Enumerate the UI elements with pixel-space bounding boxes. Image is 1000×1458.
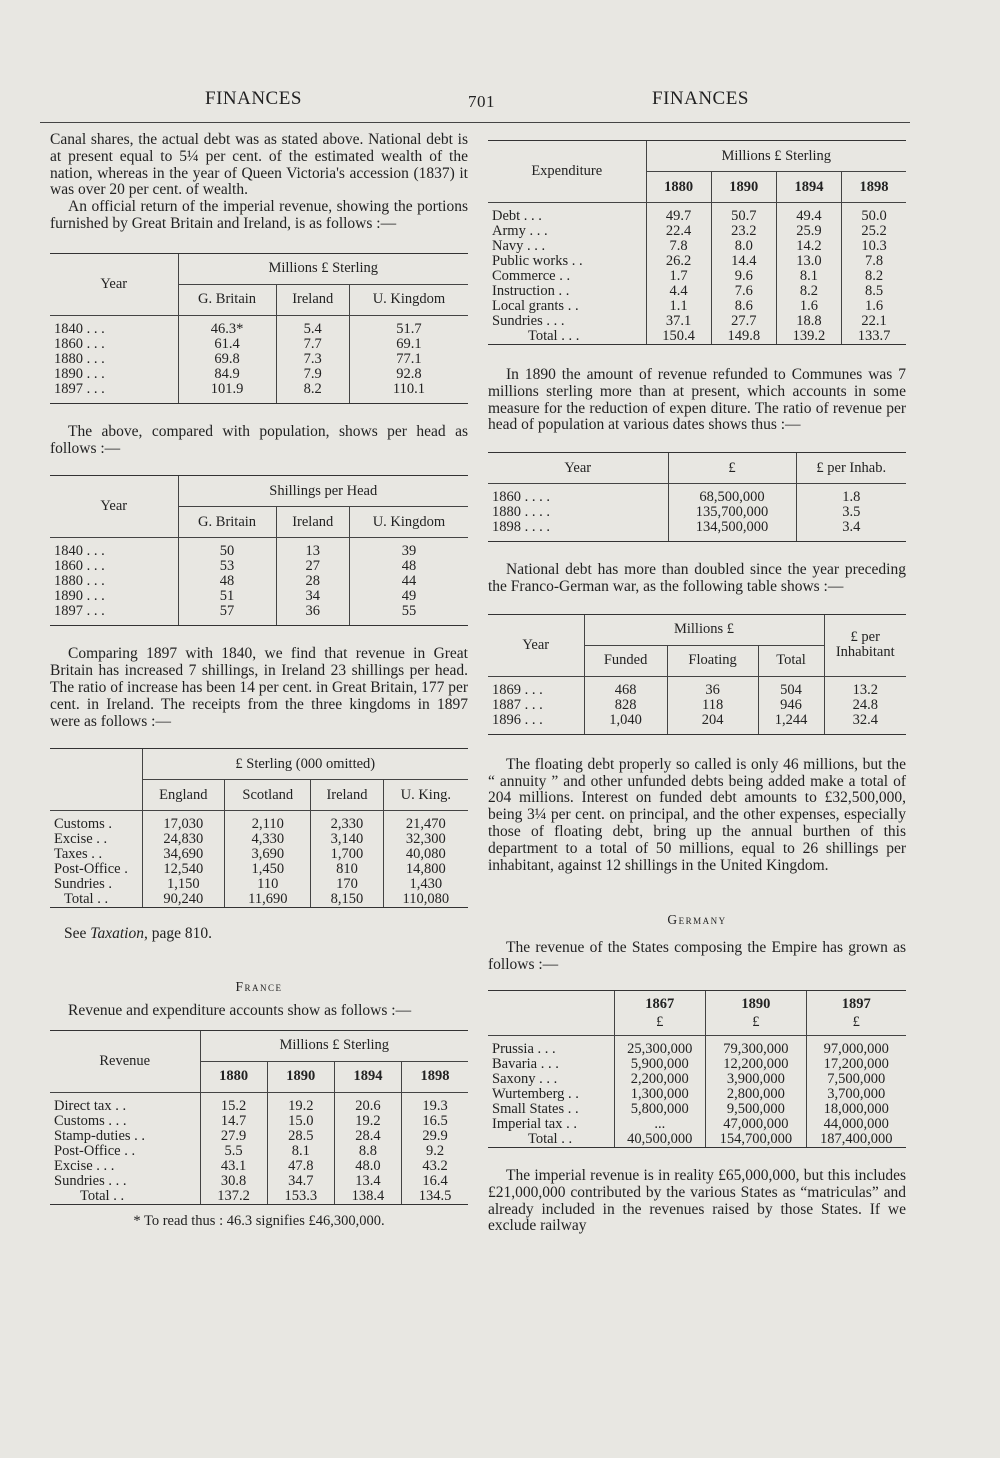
col-header: 1894 <box>334 1061 401 1092</box>
national-debt-table <box>488 615 906 734</box>
col-header: 1890 <box>267 1061 334 1092</box>
col-header: Total <box>758 645 824 676</box>
total-row: Total . . 137.2 153.3 138.4 134.5 <box>50 1189 468 1204</box>
table-row: Local grants . . 1.1 8.6 1.6 1.6 <box>488 299 906 314</box>
table-row: 1860 . . . . 68,500,000 1.8 <box>488 490 906 505</box>
table-row: 1887 . . . 828 118 946 24.8 <box>488 698 906 713</box>
france-expenditure-table <box>488 141 906 344</box>
table-row: 1840 . . . 46.3* 5.4 51.7 <box>50 322 468 337</box>
col-header: U. Kingdom <box>349 284 468 315</box>
col-header: Year <box>522 636 550 653</box>
section-title-germany: Germany <box>667 912 727 928</box>
total-row: Total . . . 150.4 149.8 139.2 133.7 <box>488 329 906 344</box>
col-header: £ per Inhabitant <box>824 615 906 677</box>
group-header: Shillings per Head <box>178 476 468 507</box>
table-row: Commerce . . 1.7 9.6 8.1 8.2 <box>488 269 906 284</box>
left-column <box>50 132 468 1230</box>
col-header: Expenditure <box>531 163 603 179</box>
paragraph: In 1890 the amount of revenue refunded to Communes was 7 millions sterling more than at present, which accounts in some measure for the reduction of expen diture. The ratio of revenue per head of population at various dates shows thus :— <box>488 366 906 434</box>
per-head-table <box>50 476 468 625</box>
group-header: Millions £ <box>584 615 824 646</box>
table-row: Debt . . . 49.7 50.7 49.4 50.0 <box>488 209 906 224</box>
right-column <box>488 132 906 1235</box>
total-row: Total . . 90,240 11,690 8,150 110,080 <box>50 892 468 907</box>
col-header: 1897 £ <box>806 991 906 1036</box>
table-row: 1869 . . . 468 36 504 13.2 <box>488 683 906 698</box>
paragraph: An official return of the imperial revenue, showing the portions furnished by Great Britain and Ireland, is as follows :— <box>50 198 468 232</box>
col-header: Scotland <box>225 780 311 811</box>
table-row: 1890 . . . 51 34 49 <box>50 589 468 604</box>
section-title-france: France <box>235 979 283 995</box>
paragraph: Canal shares, the actual debt was as stated above. National debt is at present equal to 5¼ per cent. of the estimated wealth of the nation, whereas in the year of Queen Victoria's accession (1837) it was over 20 per cent. of wealth. <box>50 131 468 199</box>
col-header: England <box>142 780 225 811</box>
running-head-left: FINANCES <box>205 88 302 109</box>
col-header: £ per Inhab. <box>796 453 906 484</box>
col-header: 1898 <box>402 1061 468 1092</box>
table-row: Bavaria . . . 5,900,000 12,200,000 17,200,000 <box>488 1057 906 1072</box>
group-header: Millions £ Sterling <box>178 254 468 285</box>
col-header: Ireland <box>276 284 349 315</box>
table-row: Saxony . . . 2,200,000 3,900,000 7,500,000 <box>488 1072 906 1087</box>
header-rule <box>40 122 910 123</box>
col-header: U. King. <box>383 780 468 811</box>
paragraph: Revenue and expenditure accounts show as follows :— <box>68 1002 412 1020</box>
table-row: Army . . . 22.4 23.2 25.9 25.2 <box>488 224 906 239</box>
col-header: £ <box>668 453 796 484</box>
col-header: 1867 £ <box>614 991 706 1036</box>
col-header: U. Kingdom <box>349 507 468 538</box>
col-header: Ireland <box>276 507 349 538</box>
table-row: 1880 . . . 48 28 44 <box>50 574 468 589</box>
table-row: Sundries . 1,150 110 170 1,430 <box>50 877 468 892</box>
col-header: Funded <box>584 645 667 676</box>
table-row: Stamp-duties . . 27.9 28.5 28.4 29.9 <box>50 1129 468 1144</box>
table-row: 1880 . . . 69.8 7.3 77.1 <box>50 352 468 367</box>
table-row: Instruction . . 4.4 7.6 8.2 8.5 <box>488 284 906 299</box>
col-header: 1890 <box>711 172 776 203</box>
table-row: Excise . . . 43.1 47.8 48.0 43.2 <box>50 1159 468 1174</box>
kingdoms-receipts-table <box>50 749 468 907</box>
col-header: 1894 <box>776 172 841 203</box>
france-revenue-table <box>50 1031 468 1204</box>
col-header: G. Britain <box>178 284 276 315</box>
table-row: Direct tax . . 15.2 19.2 20.6 19.3 <box>50 1099 468 1114</box>
table-row: 1880 . . . . 135,700,000 3.5 <box>488 505 906 520</box>
col-header: G. Britain <box>178 507 276 538</box>
paragraph: The revenue of the States composing the Empire has grown as follows :— <box>488 939 906 974</box>
table-row: Prussia . . . 25,300,000 79,300,000 97,000,000 <box>488 1042 906 1057</box>
table-row: 1897 . . . 57 36 55 <box>50 604 468 619</box>
imperial-revenue-table <box>50 254 468 403</box>
table-row: Customs . . . 14.7 15.0 19.2 16.5 <box>50 1114 468 1129</box>
paragraph: Comparing 1897 with 1840, we find that revenue in Great Britain has increased 7 shillings, in Ireland 23 shillings per head. The ratio of increase has been 14 per cent. in Great Britain, 177 per cent. in Ireland. The receipts from the three kingdoms in 1897 were as follows :— <box>50 645 468 730</box>
table-row: Taxes . . 34,690 3,690 1,700 40,080 <box>50 847 468 862</box>
col-header: Year <box>100 275 128 292</box>
table-row: 1896 . . . 1,040 204 1,244 32.4 <box>488 713 906 728</box>
table-row: 1898 . . . . 134,500,000 3.4 <box>488 520 906 535</box>
table-row: Public works . . 26.2 14.4 13.0 7.8 <box>488 254 906 269</box>
paragraph: The imperial revenue is in reality £65,000,000, but this includes £21,000,000 contributed by the various States as “matriculas” and already included in the revenues raised by those States. If we exclude railway <box>488 1166 906 1235</box>
table-row: 1860 . . . 61.4 7.7 69.1 <box>50 337 468 352</box>
footnote: * To read thus : 46.3 signifies £46,300,000. <box>133 1212 385 1229</box>
cross-reference: See Taxation, page 810. <box>64 925 212 943</box>
col-header: Floating <box>667 645 758 676</box>
table-row: Excise . . 24,830 4,330 3,140 32,300 <box>50 832 468 847</box>
page-number: 701 <box>468 92 495 111</box>
col-header: 1890 £ <box>706 991 807 1036</box>
table-row: 1840 . . . 50 13 39 <box>50 544 468 559</box>
table-row: Customs . 17,030 2,110 2,330 21,470 <box>50 817 468 832</box>
german-states-table <box>488 991 906 1147</box>
col-header: Ireland <box>311 780 383 811</box>
group-header: Millions £ Sterling <box>200 1031 468 1062</box>
col-header: Revenue <box>99 1052 151 1069</box>
table-row: 1897 . . . 101.9 8.2 110.1 <box>50 382 468 397</box>
col-header: 1898 <box>842 172 906 203</box>
group-header: Millions £ Sterling <box>646 141 906 172</box>
paragraph: The above, compared with population, shows per head as follows :— <box>50 422 468 457</box>
col-header: Year <box>100 498 128 515</box>
table-row: 1890 . . . 84.9 7.9 92.8 <box>50 367 468 382</box>
table-row: Small States . . 5,800,000 9,500,000 18,000,000 <box>488 1102 906 1117</box>
table-row: Sundries . . . 37.1 27.7 18.8 22.1 <box>488 314 906 329</box>
table-row: Wurtemberg . . 1,300,000 2,800,000 3,700,000 <box>488 1087 906 1102</box>
table-row: Post-Office . . 5.5 8.1 8.8 9.2 <box>50 1144 468 1159</box>
revenue-per-head-table <box>488 453 906 541</box>
group-header: £ Sterling (000 omitted) <box>142 749 468 780</box>
table-row: Post-Office . 12,540 1,450 810 14,800 <box>50 862 468 877</box>
table-row: Navy . . . 7.8 8.0 14.2 10.3 <box>488 239 906 254</box>
col-header: Year <box>564 459 592 476</box>
table-row: 1860 . . . 53 27 48 <box>50 559 468 574</box>
paragraph: The floating debt properly so called is only 46 millions, but the “ annuity ” and other unfunded debts being added make a total of 204 millions. Interest on funded debt amounts to £32,500,000, being 3¼ per cent. on principal, and the other expenses, especially those of floating debt, bring up the annual burthen of this department to a total of 50 millions, equal to 26 shillings per inhabitant, against 12 shillings in the United Kingdom. <box>488 755 906 874</box>
total-row: Total . . 40,500,000 154,700,000 187,400,000 <box>488 1132 906 1147</box>
paragraph: National debt has more than doubled since the year preceding the Franco-German war, as the following table shows :— <box>488 561 906 595</box>
col-header: 1880 <box>646 172 711 203</box>
table-row: Imperial tax . . ... 47,000,000 44,000,000 <box>488 1117 906 1132</box>
table-row: Sundries . . . 30.8 34.7 13.4 16.4 <box>50 1174 468 1189</box>
col-header: 1880 <box>200 1061 267 1092</box>
running-head-right: FINANCES <box>652 88 749 109</box>
